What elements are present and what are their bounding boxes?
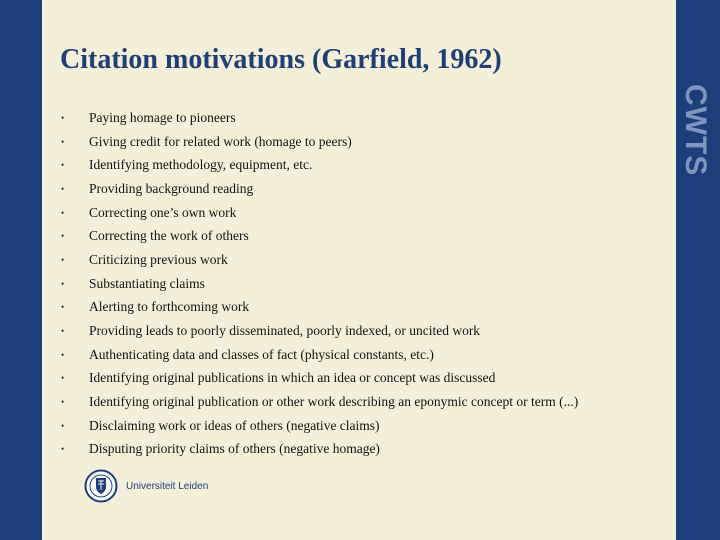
bullet-text: Identifying original publication or other work describing an eponymic concept or term (...) xyxy=(89,394,579,410)
citation-motivations-list xyxy=(60,106,660,461)
bullet-icon: • xyxy=(61,136,65,147)
bullet-text: Disputing priority claims of others (negative homage) xyxy=(89,441,380,457)
bullet-item xyxy=(60,296,660,320)
bullet-icon: • xyxy=(61,254,65,265)
bullet-text: Alerting to forthcoming work xyxy=(89,299,250,315)
bullet-text: Paying homage to pioneers xyxy=(89,109,236,125)
bullet-icon: • xyxy=(61,183,65,194)
bullet-item xyxy=(60,367,660,391)
bullet-icon: • xyxy=(61,278,65,289)
university-logo xyxy=(84,466,208,506)
bullet-item xyxy=(60,177,660,201)
bullet-item xyxy=(60,414,660,438)
bullet-text: Identifying original publications in which an idea or concept was discussed xyxy=(89,370,496,386)
bullet-item xyxy=(60,130,660,154)
logo-text: Universiteit Leiden xyxy=(126,480,209,492)
bullet-icon: • xyxy=(61,420,65,431)
cwts-brand-text: CWTS xyxy=(679,84,712,177)
bullet-text: Giving credit for related work (homage to peers) xyxy=(89,133,352,149)
bullet-icon: • xyxy=(61,349,65,360)
bullet-item xyxy=(60,343,660,367)
bullet-item xyxy=(60,272,660,296)
bullet-text: Authenticating data and classes of fact (physical constants, etc.) xyxy=(89,346,434,362)
bullet-icon: • xyxy=(61,397,65,408)
slide-title: Citation motivations (Garfield, 1962) xyxy=(60,44,502,75)
bullet-text: Providing background reading xyxy=(89,180,254,196)
bullet-text: Correcting one’s own work xyxy=(89,204,237,220)
bullet-item xyxy=(60,224,660,248)
bullet-text: Substantiating claims xyxy=(89,275,205,291)
bullet-item xyxy=(60,438,660,462)
bullet-item xyxy=(60,390,660,414)
bullet-icon: • xyxy=(61,231,65,242)
bullet-item xyxy=(60,248,660,272)
bullet-icon: • xyxy=(61,160,65,171)
bullet-text: Criticizing previous work xyxy=(89,251,228,267)
bullet-item xyxy=(60,153,660,177)
bullet-text: Providing leads to poorly disseminated, poorly indexed, or uncited work xyxy=(89,323,481,339)
bullet-text: Disclaiming work or ideas of others (negative claims) xyxy=(89,417,380,433)
bullet-item xyxy=(60,201,660,225)
bullet-icon: • xyxy=(61,373,65,384)
bullet-icon: • xyxy=(61,444,65,455)
bullet-icon: • xyxy=(61,207,65,218)
bullet-icon: • xyxy=(61,112,65,123)
bullet-text: Correcting the work of others xyxy=(89,228,249,244)
brand-strip xyxy=(676,0,720,540)
bullet-item xyxy=(60,106,660,130)
bullet-icon: • xyxy=(61,302,65,313)
bullet-item xyxy=(60,319,660,343)
bullet-text: Identifying methodology, equipment, etc. xyxy=(89,157,313,173)
university-seal-icon xyxy=(84,469,118,503)
bullet-icon: • xyxy=(61,326,65,337)
